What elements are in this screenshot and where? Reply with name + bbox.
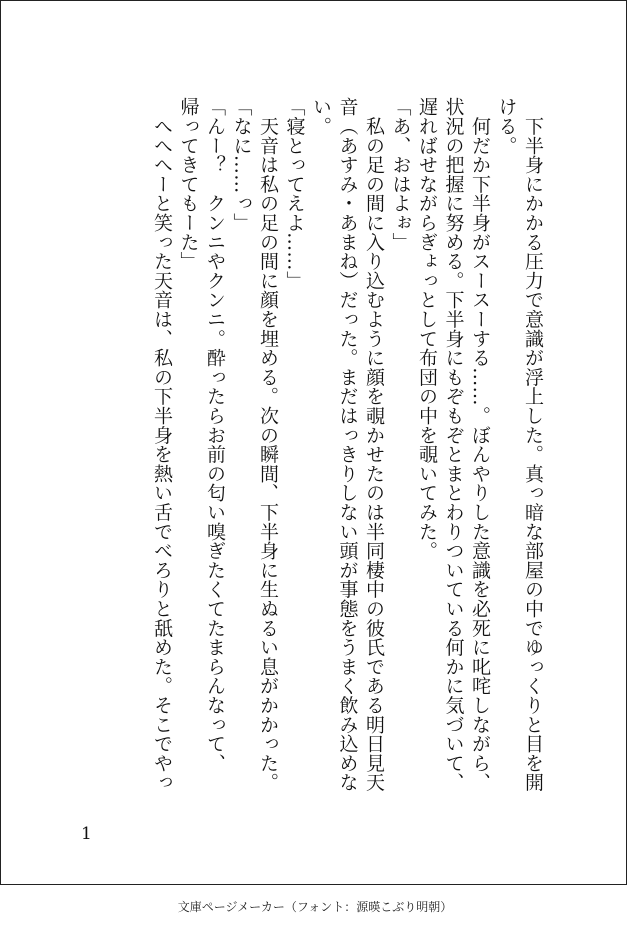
text-line: 帰ってきてもーた」: [177, 97, 200, 271]
vertical-text-block: [149, 97, 547, 817]
text-line: 「寝とってえよ……」: [283, 97, 306, 290]
text-line: 遅ればせながらぎょっとして布団の中を覗いてみた。: [416, 97, 438, 561]
text-line: 音（あすみ・あまね）だった。まだはっきりしない頭が事態をうまく飲み込めな: [336, 97, 359, 792]
text-line: い。: [310, 97, 332, 136]
text-line: 「なに……っ」: [230, 97, 253, 233]
text-line: 私の足の間に入り込むように顔を覗かせたのは半同棲中の彼氏である明日見天: [363, 97, 385, 792]
text-line: へへへーと笑った天音は、私の下半身を熱い舌でべろりと舐めた。そこでやっ: [151, 97, 173, 792]
text-line: 状況の把握に努める。下半身にもぞもぞとまとわりついている何かに気づいて、: [442, 97, 465, 792]
footer-caption: 文庫ページメーカー（フォント：源暎こぶり明朝）: [177, 900, 453, 914]
page-number: 1: [81, 824, 92, 844]
text-line: 何だか下半身がスースーする……。ぼんやりした意識を必死に叱咤しながら、: [469, 97, 491, 792]
text-line: 天音は私の足の間に顔を埋める。次の瞬間、下半身に生ぬるい息がかかった。: [257, 97, 279, 792]
text-line: 下半身にかかる圧力で意識が浮上した。真っ暗な部屋の中でゆっくりと目を開: [522, 97, 544, 792]
text-line: 「んー？ クンニやクンニ。酔ったらお前の匂い嗅ぎたくてたまらんなって、: [204, 97, 226, 773]
text-line: ける。: [495, 97, 518, 155]
text-line: 「あ、おはよぉ」: [389, 97, 412, 252]
